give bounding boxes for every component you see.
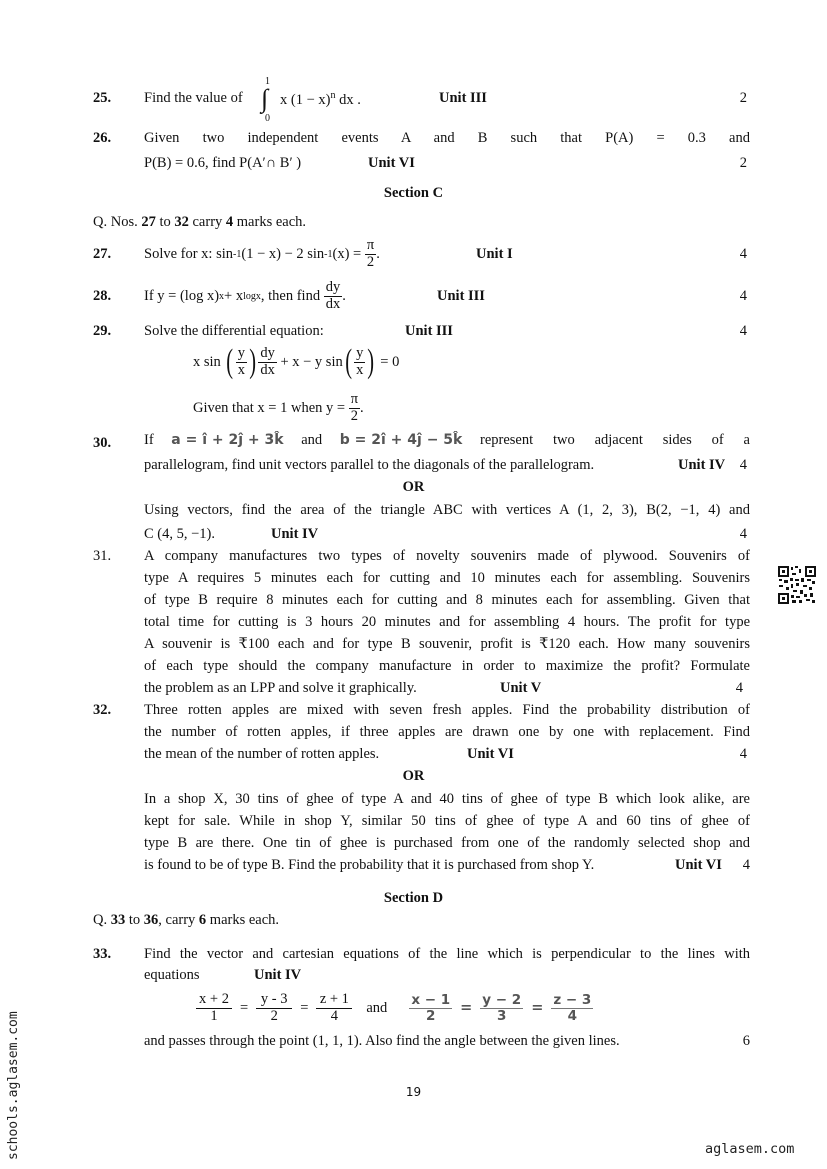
q30-number: 30. [93,435,112,451]
q27-text: Solve for x: sin -1 (1 − x) − 2 sin -1 (x) = $\frac{\pi}{2}$ . [144,237,380,270]
q29-text: Solve the differential equation: [144,323,324,339]
q31-line: of type B require 8 minutes each for cutting and 8 minutes each for assembling. Given that [144,592,750,608]
q33-line1: Find the vector and cartesian equations of the line which is perpendicular to the lines with [144,946,750,962]
q31-line: A company manufactures two types of novelty souvenirs made of plywood. Souvenirs of [144,548,750,564]
q30-or: OR [402,479,425,495]
q25-text: Find the value of [144,90,243,106]
q30-alt-unit: Unit IV [271,526,319,542]
q26-line1: Given two independent events A and B such that P(A) = 0.3 and [144,130,750,146]
q30-unit: Unit IV [678,457,726,473]
q31-line: type A requires 5 minutes each for cutting and 10 minutes each for assembling. Souvenirs [144,570,750,586]
q32-or: OR [402,768,425,784]
integral-sign: ∫ [261,84,269,113]
q32-marks: 4 [739,746,747,762]
q32-alt-marks: 4 [742,857,750,873]
q30-alt-marks: 4 [739,526,747,542]
q31-line: total time for cutting is 3 hours 20 minutes and for assembling 4 hours. The profit for type [144,614,750,630]
q33-unit: Unit IV [254,967,302,983]
q32-line: the number of rotten apples, if three apples are drawn one by one with replacement. Find [144,724,750,740]
q26-marks: 2 [739,155,747,171]
q32-number: 32. [93,702,112,718]
q28-unit: Unit III [437,288,485,304]
vector-b: b = 2î + 4ĵ − 5k̂ [339,432,463,448]
section-c-note: Q. Nos. 27 to 32 carry 4 marks each. [93,214,307,230]
q29-given: Given that x = 1 when y = $\frac{\pi}{2}$ . [193,391,364,424]
q32-alt-line: In a shop X, 30 tins of ghee of type A and 40 tins of ghee of type B which look alike, are [144,791,750,807]
qr-code [777,565,817,605]
q31-marks: 4 [735,680,743,696]
q33-number: 33. [93,946,112,962]
q30-alt-line2: C (4, 5, −1). [144,526,216,542]
q28-marks: 4 [739,288,747,304]
q26-number: 26. [93,130,112,146]
q25-marks: 2 [739,90,747,106]
q27-number: 27. [93,246,112,262]
q32-alt-last-line: is found to be of type B. Find the probability that it is purchased from shop Y. [144,857,595,873]
q32-alt-line: kept for sale. While in shop Y, similar 50 tins of ghee of type A and 60 tins of ghee of [144,813,750,829]
q29-marks: 4 [739,323,747,339]
q30-alt-line1: Using vectors, find the area of the triangle ABC with vertices A (1, 2, 3), B(2, −1, 4) and [144,502,750,518]
q25-int-lower: 0 [265,113,270,124]
q31-line: A souvenir is ₹100 each and for type B souvenir, profit is ₹120 each. How many souvenirs [144,636,750,652]
vector-a: a = î + 2ĵ + 3k̂ [171,432,284,448]
q27-unit: Unit I [476,246,513,262]
q31-unit: Unit V [500,680,542,696]
q29-equation: x sin ( $\frac{y}{x}$ ) $\frac{dy}{dx}$ + x − y sin ( $\frac{y}{x}$ ) = 0 [193,343,400,380]
q31-number: 31. [93,548,112,564]
site-watermark: aglasem.com [705,1141,795,1157]
q33-line-equations: $\frac{x + 2}{1}$ = $\frac{y - 3}{2}$ = $\frac{z + 1}{4}$ and $\frac{x - 1}{2}$ = $\frac{y - 2}{3}$ = $\frac{z - 3}{4}$ [196,987,593,1029]
q32-unit: Unit VI [467,746,514,762]
q30-line2: parallelogram, find unit vectors parallel to the diagonals of the parallelogram. [144,457,595,473]
q25-number: 25. [93,90,112,106]
q33-marks: 6 [742,1033,750,1049]
side-watermark: schools.aglasem.com [6,1011,21,1160]
q28-number: 28. [93,288,112,304]
section-c-title: Section C [383,185,444,201]
q26-unit: Unit VI [368,155,415,171]
q25-unit: Unit III [439,90,487,106]
q26-line2: P(B) = 0.6, find P(A′∩ B′ ) [144,155,302,171]
section-d-note: Q. 33 to 36, carry 6 marks each. [93,912,280,928]
q30-marks: 4 [739,457,747,473]
q32-last-line: the mean of the number of rotten apples. [144,746,380,762]
q29-number: 29. [93,323,112,339]
page-number: 19 [405,1085,422,1099]
q30-line1: If a = î + 2ĵ + 3k̂ and b = 2î + 4ĵ − 5k̂ represent two adjacent sides of a [144,432,750,448]
q29-unit: Unit III [405,323,453,339]
q31-line: of each type should the company manufacture in order to maximize the profit? Formulate [144,658,750,674]
q28-text: If y = (log x) x + x logx , then find $\frac{dy}{dx}$ . [144,279,346,312]
q33-last-line: and passes through the point (1, 1, 1). Also find the angle between the given lines. [144,1033,620,1049]
q32-alt-unit: Unit VI [675,857,722,873]
section-d-title: Section D [383,890,444,906]
q33-line2: equations [144,967,200,983]
q31-last-line: the problem as an LPP and solve it graphically. [144,680,417,696]
q25-expression: x $(1 - x)^n$ dx . [280,90,361,108]
q27-marks: 4 [739,246,747,262]
q25-int-upper: 1 [265,76,270,87]
q32-line: Three rotten apples are mixed with seven fresh apples. Find the probability distribution of [144,702,750,718]
q32-alt-line: type B are there. One tin of ghee is purchased from one of the randomly selected shop and [144,835,750,851]
